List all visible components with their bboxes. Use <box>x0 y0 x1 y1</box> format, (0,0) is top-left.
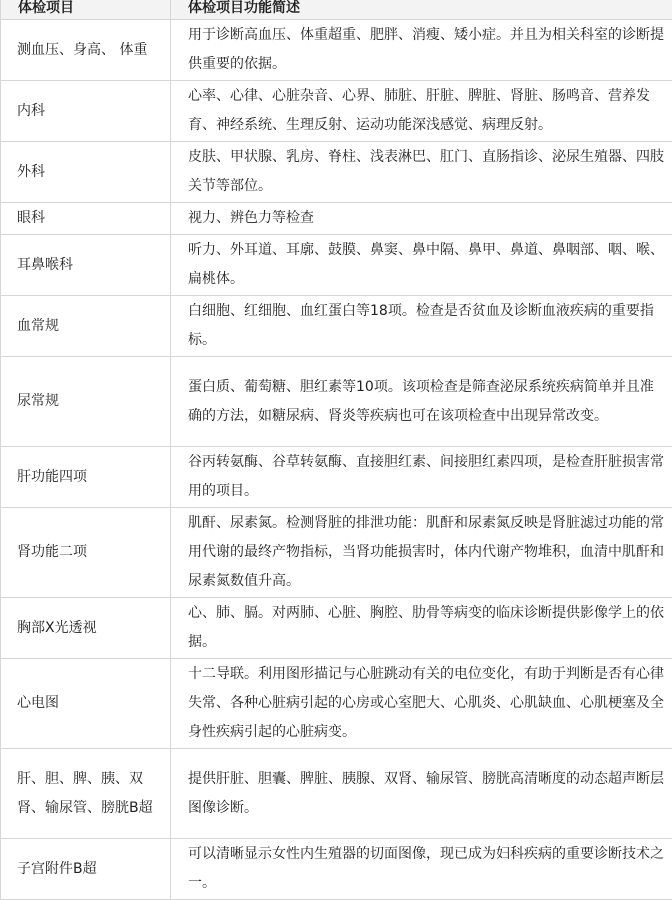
table-row <box>1 235 672 296</box>
header-exam-item: 体检项目 <box>1 0 171 20</box>
header-exam-description: 体检项目功能简述 <box>171 0 672 20</box>
table-row <box>1 447 672 508</box>
exam-item-name: 耳鼻喉科 <box>1 235 171 296</box>
table-row <box>1 839 672 900</box>
table-row <box>1 357 672 447</box>
exam-item-description: 蛋白质、葡萄糖、胆红素等10项。该项检查是筛查泌尿系统疾病简单并且准确的方法，如糖尿病、肾炎等疾病也可在该项检查中出现异常改变。 <box>171 357 672 447</box>
exam-item-name: 子宫附件B超 <box>1 839 171 900</box>
exam-item-description: 用于诊断高血压、体重超重、肥胖、消瘦、矮小症。并且为相关科室的诊断提供重要的依据。 <box>171 20 672 81</box>
exam-item-name: 测血压、身高、 体重 <box>1 20 171 81</box>
table-row <box>1 296 672 357</box>
exam-item-name: 尿常规 <box>1 357 171 447</box>
table-row <box>1 81 672 142</box>
exam-item-description: 听力、外耳道、耳廓、鼓膜、鼻窦、鼻中隔、鼻甲、鼻道、鼻咽部、咽、喉、扁桃体。 <box>171 235 672 296</box>
exam-item-name: 眼科 <box>1 203 171 235</box>
table-row <box>1 508 672 598</box>
exam-item-description: 皮肤、甲状腺、乳房、脊柱、浅表淋巴、肛门、直肠指诊、泌尿生殖器、四肢关节等部位。 <box>171 142 672 203</box>
table-row <box>1 203 672 235</box>
exam-item-description: 提供肝脏、胆囊、脾脏、胰腺、双肾、输尿管、膀胱高清晰度的动态超声断层图像诊断。 <box>171 749 672 839</box>
exam-item-description: 肌酐、尿素氮。检测肾脏的排泄功能：肌酐和尿素氮反映是肾脏滤过功能的常用代谢的最终产物指标，当肾功能损害时，体内代谢产物堆积，血清中肌酐和尿素氮数值升高。 <box>171 508 672 598</box>
exam-item-description: 可以清晰显示女性内生殖器的切面图像，现已成为妇科疾病的重要诊断技术之一。 <box>171 839 672 900</box>
exam-item-name: 肾功能二项 <box>1 508 171 598</box>
exam-item-name: 心电图 <box>1 659 171 749</box>
table-row <box>1 749 672 839</box>
exam-item-name: 外科 <box>1 142 171 203</box>
exam-item-description: 心率、心律、心脏杂音、心界、肺脏、肝脏、脾脏、肾脏、肠鸣音、营养发育、神经系统、生理反射、运动功能深浅感觉、病理反射。 <box>171 81 672 142</box>
exam-item-description: 心、肺、膈。对两肺、心脏、胸腔、肋骨等病变的临床诊断提供影像学上的依据。 <box>171 598 672 659</box>
exam-item-name: 胸部X光透视 <box>1 598 171 659</box>
exam-item-description: 视力、辨色力等检查 <box>171 203 672 235</box>
exam-item-description: 谷丙转氨酶、谷草转氨酶、直接胆红素、间接胆红素四项，是检查肝脏损害常用的项目。 <box>171 447 672 508</box>
exam-item-name: 血常规 <box>1 296 171 357</box>
exam-item-name: 内科 <box>1 81 171 142</box>
exam-item-name: 肝、胆、脾、胰、双肾、输尿管、膀胱B超 <box>1 749 171 839</box>
table-row <box>1 20 672 81</box>
exam-item-name: 肝功能四项 <box>1 447 171 508</box>
table-header-row <box>1 0 672 20</box>
exam-item-description: 白细胞、红细胞、血红蛋白等18项。检查是否贫血及诊断血液疾病的重要指标。 <box>171 296 672 357</box>
table-row <box>1 598 672 659</box>
table-row <box>1 659 672 749</box>
exam-item-description: 十二导联。利用图形描记与心脏跳动有关的电位变化，有助于判断是否有心律失常、各种心脏病引起的心房或心室肥大、心肌炎、心肌缺血、心肌梗塞及全身性疾病引起的心脏病变。 <box>171 659 672 749</box>
table-row <box>1 142 672 203</box>
